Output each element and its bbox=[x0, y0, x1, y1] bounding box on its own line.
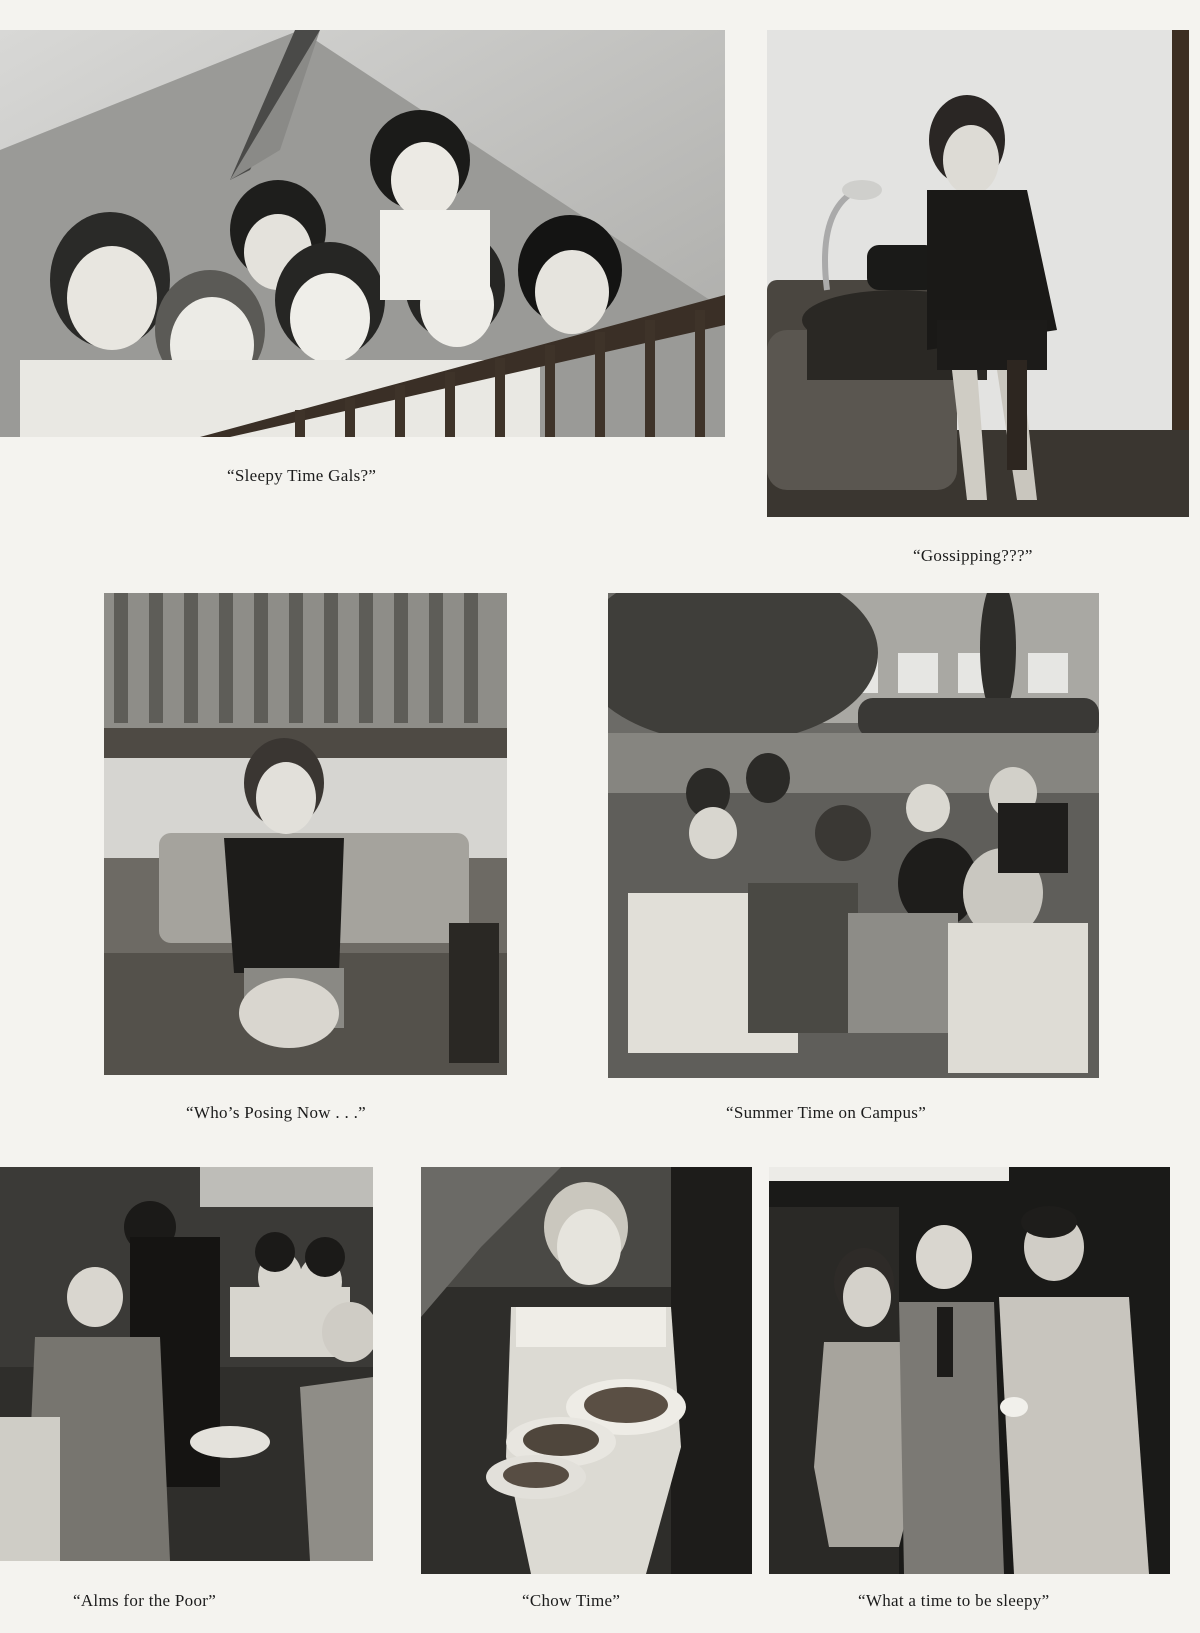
photo-sleepy-time-gals bbox=[0, 30, 725, 437]
caption-gossipping: “Gossipping???” bbox=[913, 546, 1033, 565]
caption-what-a-time-to-be-sleepy: “What a time to be sleepy” bbox=[858, 1591, 1050, 1610]
photo-gossipping bbox=[767, 30, 1189, 517]
photo-summer-time-on-campus bbox=[608, 593, 1099, 1078]
photo-chow-time bbox=[421, 1167, 752, 1574]
caption-whos-posing-now: “Who’s Posing Now . . .” bbox=[186, 1103, 367, 1122]
caption-summer-time-on-campus: “Summer Time on Campus” bbox=[726, 1103, 927, 1122]
caption-alms-for-the-poor: “Alms for the Poor” bbox=[73, 1591, 217, 1610]
photo-what-a-time-to-be-sleepy bbox=[769, 1167, 1170, 1574]
photo-alms-for-the-poor bbox=[0, 1167, 373, 1561]
caption-sleepy-time-gals: “Sleepy Time Gals?” bbox=[227, 466, 377, 485]
caption-chow-time: “Chow Time” bbox=[522, 1591, 621, 1610]
photo-whos-posing-now bbox=[104, 593, 507, 1075]
